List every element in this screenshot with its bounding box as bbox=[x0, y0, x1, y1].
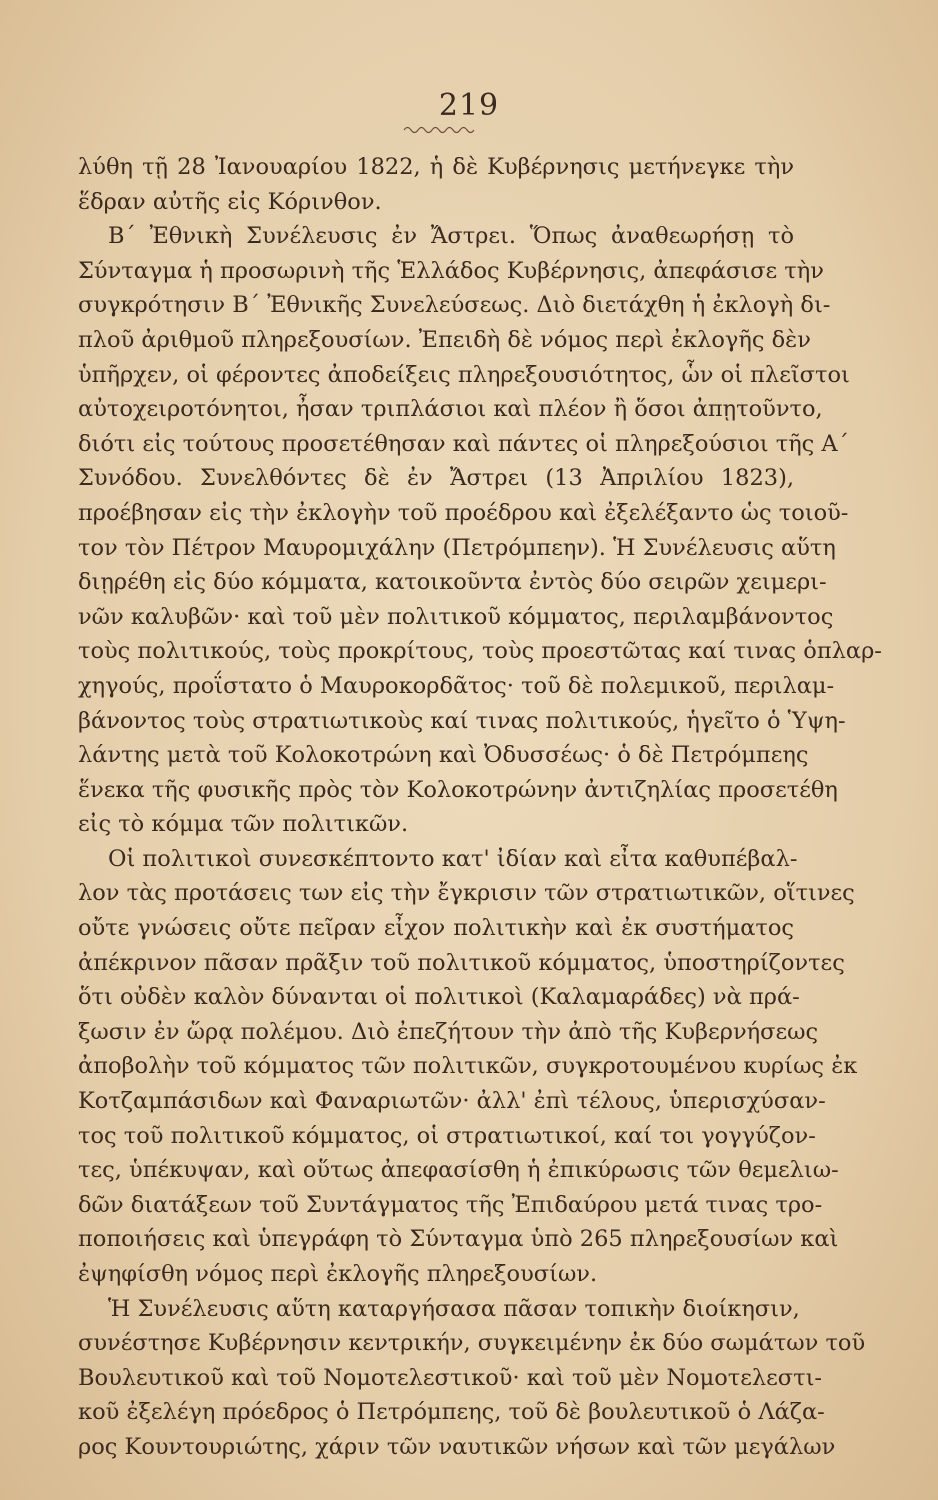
text-line: Συνόδου. Συνελθόντες δὲ ἐν Ἄστρει (13 Ἀπριλίου 1823), bbox=[78, 465, 794, 492]
body-text bbox=[78, 150, 882, 1465]
text-line: Βουλευτικοῦ καὶ τοῦ Νομοτελεστικοῦ· καὶ τοῦ μὲν Νομοτελεστι- bbox=[78, 1364, 822, 1391]
text-line: βάνοντος τοὺς στρατιωτικοὺς καί τινας πολιτικούς, ἡγεῖτο ὁ Ὑψη- bbox=[78, 707, 846, 734]
text-line: λύθη τῇ 28 Ἰανουαρίου 1822, ἡ δὲ Κυβέρνησις μετήνεγκε τὴν bbox=[78, 154, 794, 180]
wavy-rule-ornament bbox=[404, 124, 474, 134]
text-line: τοὺς πολιτικούς, τοὺς προκρίτους, τοὺς προεστῶτας καί τινας ὁπλαρ- bbox=[78, 638, 882, 665]
text-line: χηγούς, προΐστατο ὁ Μαυροκορδᾶτος· τοῦ δὲ πολεμικοῦ, περιλαμ- bbox=[78, 672, 835, 699]
text-line: νῶν καλυβῶν· καὶ τοῦ μὲν πολιτικοῦ κόμματος, περιλαμβάνοντος bbox=[78, 603, 834, 630]
text-line: διῃρέθη εἰς δύο κόμματα, κατοικοῦντα ἐντὸς δύο σειρῶν χειμερι- bbox=[78, 569, 827, 596]
text-line: ρος Κουντουριώτης, χάριν τῶν ναυτικῶν νήσων καὶ τῶν μεγάλων bbox=[78, 1433, 836, 1460]
page-number: 219 bbox=[438, 88, 500, 123]
text-line: τον τὸν Πέτρον Μαυρομιχάλην (Πετρόμπεην). Ἡ Συνέλευσις αὕτη bbox=[78, 534, 836, 561]
text-line: διότι εἰς τούτους προσετέθησαν καὶ πάντες οἱ πληρεξούσιοι τῆς Α΄ bbox=[78, 430, 849, 457]
text-line: συγκρότησιν Β΄ Ἐθνικῆς Συνελεύσεως. Διὸ διετάχθη ἡ ἐκλογὴ δι- bbox=[78, 292, 831, 319]
text-line: αὐτοχειροτόνητοι, ἦσαν τριπλάσιοι καὶ πλέον ἢ ὅσοι ἀπῃτοῦντο, bbox=[78, 396, 823, 423]
text-line: πλοῦ ἀριθμοῦ πληρεξουσίων. Ἐπειδὴ δὲ νόμος περὶ ἐκλογῆς δὲν bbox=[78, 326, 811, 353]
text-line: λον τὰς προτάσεις των εἰς τὴν ἔγκρισιν τῶν στρατιωτικῶν, οἵτινες bbox=[78, 880, 855, 907]
text-line: ποποιήσεις καὶ ὑπεγράφη τὸ Σύνταγμα ὑπὸ 265 πληρεξουσίων καὶ bbox=[78, 1226, 839, 1253]
text-line: κοῦ ἐξελέγη πρόεδρος ὁ Πετρόμπεης, τοῦ δὲ βουλευτικοῦ ὁ Λάζα- bbox=[78, 1399, 825, 1426]
text-line: ξωσιν ἐν ὥρᾳ πολέμου. Διὸ ἐπεζήτουν τὴν ἀπὸ τῆς Κυβερνήσεως bbox=[78, 1018, 819, 1045]
text-line: ὅτι οὐδὲν καλὸν δύνανται οἱ πολιτικοὶ (Καλαμαράδες) νὰ πρά- bbox=[78, 984, 800, 1011]
text-line: λάντης μετὰ τοῦ Κολοκοτρώνη καὶ Ὀδυσσέως· ὁ δὲ Πετρόμπεης bbox=[78, 742, 809, 769]
text-line: Σύνταγμα ἡ προσωρινὴ τῆς Ἑλλάδος Κυβέρνησις, ἀπεφάσισε τὴν bbox=[78, 257, 824, 284]
text-line: δῶν διατάξεων τοῦ Συντάγματος τῆς Ἐπιδαύρου μετά τινας τρο- bbox=[78, 1191, 823, 1218]
text-line: ἐψηφίσθη νόμος περὶ ἐκλογῆς πληρεξουσίων. bbox=[78, 1261, 598, 1287]
text-line: ἕνεκα τῆς φυσικῆς πρὸς τὸν Κολοκοτρώνην ἀντιζηλίας προσετέθη bbox=[78, 776, 838, 803]
text-line: ἀπέκρινον πᾶσαν πρᾶξιν τοῦ πολιτικοῦ κόμματος, ὑποστηρίζοντες bbox=[78, 949, 845, 976]
text-line: εἰς τὸ κόμμα τῶν πολιτικῶν. bbox=[78, 811, 409, 838]
text-line: οὔτε γνώσεις οὔτε πεῖραν εἶχον πολιτικὴν καὶ ἐκ συστήματος bbox=[78, 915, 794, 942]
text-line: ἕδραν αὐτῆς εἰς Κόρινθον. bbox=[78, 188, 382, 215]
text-line: προέβησαν εἰς τὴν ἐκλογὴν τοῦ προέδρου καὶ ἐξελέξαντο ὡς τοιοῦ- bbox=[78, 499, 849, 526]
text-line: συνέστησε Κυβέρνησιν κεντρικήν, συγκειμένην ἐκ δύο σωμάτων τοῦ bbox=[78, 1330, 866, 1357]
text-line: Β΄ Ἐθνικὴ Συνέλευσις ἐν Ἄστρει. Ὅπως ἀναθεωρήσῃ τὸ bbox=[108, 223, 794, 250]
text-line: Οἱ πολιτικοὶ συνεσκέπτοντο κατ' ἰδίαν καὶ εἶτα καθυπέβαλ- bbox=[108, 845, 798, 872]
text-line: Ἡ Συνέλευσις αὕτη καταργήσασα πᾶσαν τοπικὴν διοίκησιν, bbox=[108, 1295, 800, 1322]
text-line: τες, ὑπέκυψαν, καὶ οὕτως ἀπεφασίσθη ἡ ἐπικύρωσις τῶν θεμελιω- bbox=[78, 1157, 839, 1184]
text-line: Κοτζαμπάσιδων καὶ Φαναριωτῶν· ἀλλ' ἐπὶ τέλους, ὑπερισχύσαν- bbox=[78, 1088, 826, 1115]
text-line: ὑπῆρχεν, οἱ φέροντες ἀποδείξεις πληρεξουσιότητος, ὧν οἱ πλεῖστοι bbox=[78, 361, 850, 388]
text-line: τος τοῦ πολιτικοῦ κόμματος, οἱ στρατιωτικοί, καί τοι γογγύζον- bbox=[78, 1122, 816, 1149]
text-line: ἀποβολὴν τοῦ κόμματος τῶν πολιτικῶν, συγκροτουμένου κυρίως ἐκ bbox=[78, 1053, 858, 1080]
